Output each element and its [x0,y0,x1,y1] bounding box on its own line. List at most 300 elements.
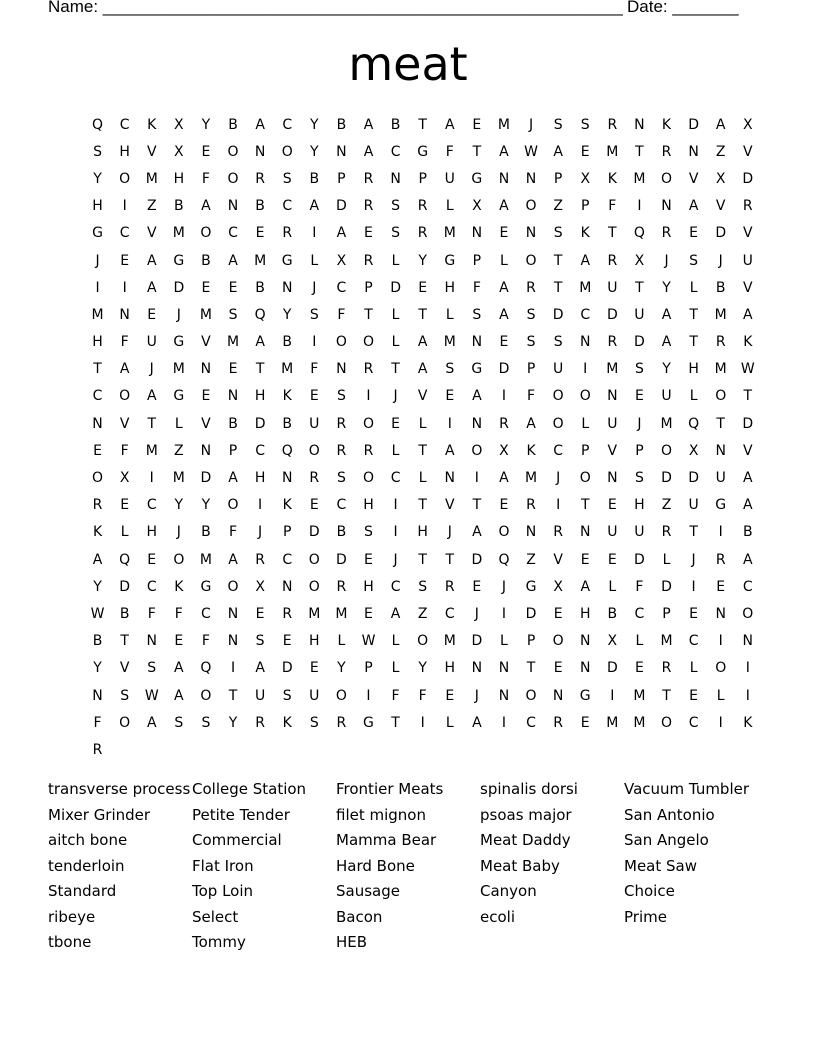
grid-letter: E [689,605,699,622]
grid-letter: T [580,497,590,514]
grid-letter: U [607,279,618,296]
grid-letter: C [390,578,401,595]
grid-letter: N [471,660,483,677]
grid-letter: F [201,170,210,187]
grid-letter: M [660,415,673,432]
grid-letter: A [580,578,591,595]
grid-letter: U [146,334,157,351]
grid-letter: E [93,442,102,459]
grid-letter: I [420,714,425,731]
grid-letter: C [282,198,293,215]
grid-letter: Z [174,442,184,459]
grid-letter: B [336,524,347,541]
grid-letter: I [718,633,723,650]
grid-letter: I [501,605,507,622]
grid-letter: A [472,524,482,541]
grid-letter: I [610,687,615,704]
grid-letter: J [637,415,642,432]
grid-letter: I [447,415,452,432]
grid-letter: X [472,198,482,215]
grid-letter: D [200,470,212,487]
grid-letter: A [417,361,428,378]
grid-letter: Q [498,551,510,568]
grid-letter: R [499,415,509,432]
grid-letter: M [308,605,321,622]
grid-letter: A [336,225,347,242]
grid-letter: X [553,578,563,595]
grid-letter: Y [337,660,346,677]
grid-letter: V [607,442,618,459]
grid-letter: C [526,714,536,731]
grid-letter: T [526,660,536,677]
grid-letter: Y [310,116,319,133]
grid-letter: Z [553,198,563,215]
grid-letter: F [527,388,536,405]
grid-letter: R [742,198,753,215]
grid-letter: N [579,633,591,650]
grid-letter: P [364,279,373,296]
grid-letter: C [580,306,591,323]
grid-letter: U [309,687,320,704]
grid-letter: G [579,687,591,704]
grid-letter: O [661,170,673,187]
grid-letter: C [553,442,564,459]
grid-letter: P [228,442,238,459]
grid-letter: X [336,252,347,269]
grid-letter: A [472,388,482,405]
grid-letter: A [228,470,238,487]
grid-letter: E [255,225,265,242]
grid-letter: G [417,143,429,160]
grid-letter: F [93,714,102,731]
grid-letter: A [499,470,509,487]
grid-letter: B [282,334,292,351]
grid-letter: E [418,279,428,296]
word-list [48,778,768,957]
grid-letter: R [336,578,347,595]
grid-letter: R [661,660,672,677]
grid-letter: D [634,551,645,568]
grid-letter: B [336,116,347,133]
grid-letter: S [391,198,401,215]
grid-letter: A [743,551,753,568]
grid-letter: X [499,442,509,459]
grid-letter: M [633,714,646,731]
grid-letter: B [715,279,726,296]
grid-letter: M [172,470,185,487]
grid-letter: B [255,279,265,296]
grid-letter: E [472,578,482,595]
grid-letter: J [176,524,181,541]
grid-letter: O [119,388,131,405]
grid-letter: O [227,170,239,187]
grid-letter: I [691,578,696,595]
grid-letter: M [497,116,510,133]
grid-letter: I [95,279,100,296]
grid-letter: D [471,633,483,650]
grid-letter: N [498,170,510,187]
grid-letter: A [661,334,672,351]
grid-letter: N [552,687,564,704]
grid-letter: J [501,578,507,595]
grid-letter: F [120,334,129,351]
grid-letter: O [552,633,564,650]
grid-letter: S [553,116,563,133]
grid-letter: R [309,470,320,487]
grid-letter: M [145,170,158,187]
word-list-item: Choice [624,882,675,900]
grid-letter: U [688,497,699,514]
grid-letter: O [362,470,374,487]
grid-letter: D [715,225,727,242]
grid-letter: H [444,660,456,677]
grid-letter: R [661,143,672,160]
grid-letter: F [608,198,617,215]
grid-letter: M [443,633,456,650]
grid-letter: X [688,442,699,459]
grid-letter: O [227,578,239,595]
grid-letter: S [689,252,699,269]
grid-letter: S [526,306,536,323]
grid-letter: E [391,415,400,432]
grid-letter: M [714,361,727,378]
grid-letter: H [634,497,645,514]
grid-letter: C [201,605,211,622]
grid-letter: M [633,687,646,704]
grid-letter: J [556,470,561,487]
grid-letter: J [258,524,263,541]
grid-letter: O [308,442,320,459]
word-list-item: Commercial [192,831,282,849]
word-list-item: Select [192,907,239,926]
grid-letter: N [390,170,401,187]
grid-letter: H [417,524,428,541]
grid-letter: R [526,279,536,296]
grid-letter: I [122,198,127,215]
grid-letter: V [743,442,753,459]
grid-letter: N [525,170,537,187]
grid-letter: A [390,605,401,622]
grid-letter: M [335,605,348,622]
grid-letter: S [364,524,373,541]
word-list-item: tenderloin [48,856,125,875]
grid-letter: I [258,497,263,514]
grid-letter: S [147,660,157,677]
grid-letter: A [743,306,753,323]
grid-letter: F [391,687,400,704]
grid-letter: N [227,605,239,622]
grid-letter: S [472,306,482,323]
grid-letter: R [92,497,103,514]
grid-letter: T [689,306,698,323]
grid-letter: I [230,660,236,677]
grid-letter: A [444,116,455,133]
grid-letter: A [499,279,509,296]
grid-letter: B [201,252,211,269]
grid-letter: R [715,334,726,351]
grid-letter: B [282,415,292,432]
grid-letter: L [662,551,671,568]
grid-letter: U [607,415,618,432]
grid-letter: F [147,605,156,622]
grid-letter: N [579,660,591,677]
grid-letter: D [606,660,618,677]
grid-letter: B [174,198,184,215]
grid-letter: N [607,470,618,487]
word-list-item: Tommy [192,933,246,951]
word-list-item: Meat Saw [624,856,697,875]
grid-letter: R [336,714,347,731]
grid-letter: L [391,660,400,677]
grid-letter: H [254,388,266,405]
grid-letter: O [579,388,591,405]
grid-letter: R [661,225,672,242]
grid-letter: G [525,578,537,595]
grid-letter: M [660,633,673,650]
grid-letter: T [147,415,157,432]
grid-letter: R [363,252,374,269]
grid-letter: A [499,143,509,160]
grid-letter: T [553,252,563,269]
grid-letter: M [606,143,619,160]
grid-letter: L [445,198,454,215]
grid-letter: A [743,497,753,514]
grid-letter: X [255,578,265,595]
grid-letter: B [309,170,320,187]
grid-letter: L [581,415,590,432]
grid-letter: I [718,714,723,731]
grid-letter: J [691,551,696,568]
grid-letter: N [146,633,157,650]
grid-letter: F [418,687,427,704]
grid-letter: N [200,361,212,378]
grid-letter: U [309,415,320,432]
grid-letter: E [201,388,211,405]
grid-letter: D [336,551,347,568]
grid-letter: C [444,605,455,622]
grid-letter: E [472,116,482,133]
grid-letter: V [553,551,563,568]
grid-letter: K [282,388,292,405]
grid-letter: I [149,470,154,487]
grid-letter: C [742,578,753,595]
grid-letter: Y [93,660,102,677]
grid-letter: R [715,551,726,568]
grid-letter: X [715,170,726,187]
grid-letter: T [418,306,427,323]
grid-letter: N [498,687,510,704]
grid-letter: Y [93,578,102,595]
grid-letter: A [174,660,184,677]
grid-letter: A [363,116,374,133]
page-title: meat [348,37,468,91]
grid-letter: M [172,225,185,242]
grid-letter: O [119,714,131,731]
grid-letter: K [661,116,672,133]
grid-letter: R [607,116,618,133]
grid-letter: O [498,524,510,541]
grid-letter: S [553,334,563,351]
word-list-item: San Angelo [624,831,709,849]
grid-letter: B [119,605,130,622]
grid-letter: C [390,143,401,160]
grid-letter: G [281,252,293,269]
grid-letter: N [742,633,754,650]
grid-letter: U [634,524,645,541]
grid-letter: M [226,334,240,351]
grid-letter: I [122,279,127,296]
grid-letter: B [201,524,211,541]
grid-letter: O [661,714,673,731]
grid-letter: U [553,361,564,378]
grid-letter: U [634,306,645,323]
grid-letter: I [312,225,317,242]
grid-letter: H [688,361,699,378]
grid-letter: E [309,660,319,677]
word-list-item: ecoli [480,907,515,926]
grid-letter: E [553,605,563,622]
grid-letter: N [471,225,483,242]
grid-letter: E [580,143,590,160]
name-field-label: Name: _______________________________________________________ [48,0,623,16]
grid-letter: L [635,633,644,650]
grid-letter: S [93,143,102,160]
grid-letter: L [391,442,400,459]
grid-letter: Y [418,252,427,269]
grid-letter: I [556,497,561,514]
grid-letter: Y [310,143,319,160]
word-list-item: HEB [336,933,368,951]
grid-letter: T [120,633,129,650]
grid-letter: A [580,252,591,269]
grid-letter: H [173,170,185,187]
grid-letter: L [418,415,427,432]
grid-letter: E [174,633,184,650]
grid-letter: J [447,524,452,541]
grid-letter: W [524,143,538,160]
grid-letter: S [309,714,319,731]
grid-letter: E [282,633,292,650]
grid-letter: E [553,660,563,677]
grid-letter: N [227,198,239,215]
word-list-item: Vacuum Tumbler [624,780,750,798]
grid-letter: C [336,279,347,296]
grid-letter: C [92,388,103,405]
grid-letter: D [661,470,672,487]
grid-letter: N [227,388,239,405]
grid-letter: C [688,714,699,731]
word-list-item: tbone [48,933,92,951]
grid-letter: N [579,524,591,541]
grid-letter: P [526,633,536,650]
grid-letter: Y [662,279,671,296]
grid-letter: G [173,388,185,405]
grid-letter: A [174,687,184,704]
grid-letter: N [715,442,726,459]
grid-letter: G [444,252,456,269]
grid-letter: O [227,497,239,514]
grid-letter: L [418,470,427,487]
grid-letter: F [445,143,454,160]
grid-letter: R [607,334,618,351]
grid-letter: A [255,334,265,351]
grid-letter: R [255,170,265,187]
grid-letter: M [579,279,592,296]
grid-letter: R [363,442,374,459]
grid-letter: I [718,524,723,541]
grid-letter: O [471,442,483,459]
grid-letter: K [92,524,103,541]
grid-letter: T [418,497,427,514]
grid-letter: M [145,442,158,459]
grid-letter: A [228,252,238,269]
grid-letter: R [526,497,536,514]
grid-letter: N [336,143,347,160]
grid-letter: A [363,143,374,160]
grid-letter: A [417,334,428,351]
grid-letter: A [743,470,753,487]
grid-letter: C [228,225,238,242]
grid-letter: I [366,388,371,405]
grid-letter: R [282,605,293,622]
grid-letter: P [553,170,563,187]
grid-letter: I [745,660,750,677]
grid-letter: O [661,442,673,459]
grid-letter: G [363,714,374,731]
grid-letter: E [689,225,699,242]
word-list-item: Hard Bone [336,856,415,875]
grid-letter: M [606,714,619,731]
grid-letter: V [201,415,211,432]
grid-letter: H [92,334,103,351]
grid-letter: E [255,605,265,622]
word-list-item: Canyon [480,882,537,900]
grid-letter: E [499,225,509,242]
grid-letter: C [336,497,347,514]
grid-letter: S [418,578,428,595]
grid-letter: D [742,415,754,432]
grid-letter: D [525,605,537,622]
grid-letter: U [661,388,672,405]
grid-letter: C [282,116,293,133]
grid-letter: V [146,225,157,242]
grid-letter: H [254,470,266,487]
grid-letter: P [337,170,346,187]
grid-letter: P [635,442,644,459]
grid-letter: K [174,578,184,595]
word-list-item: Sausage [336,882,400,900]
grid-letter: S [391,225,401,242]
grid-letter: Q [200,660,212,677]
grid-letter: R [363,198,374,215]
grid-letter: M [254,252,267,269]
grid-letter: B [742,524,753,541]
grid-letter: R [282,225,293,242]
grid-letter: I [583,361,588,378]
grid-letter: S [309,306,319,323]
grid-letter: H [309,633,320,650]
grid-letter: P [364,660,373,677]
grid-letter: D [281,660,293,677]
word-list-item: Meat Daddy [480,831,571,849]
grid-letter: T [635,279,644,296]
grid-letter: E [364,551,373,568]
word-list-item: Frontier Meats [336,780,444,798]
grid-letter: D [119,578,131,595]
grid-letter: L [500,633,508,650]
grid-letter: J [474,687,479,704]
grid-letter: P [662,605,671,622]
